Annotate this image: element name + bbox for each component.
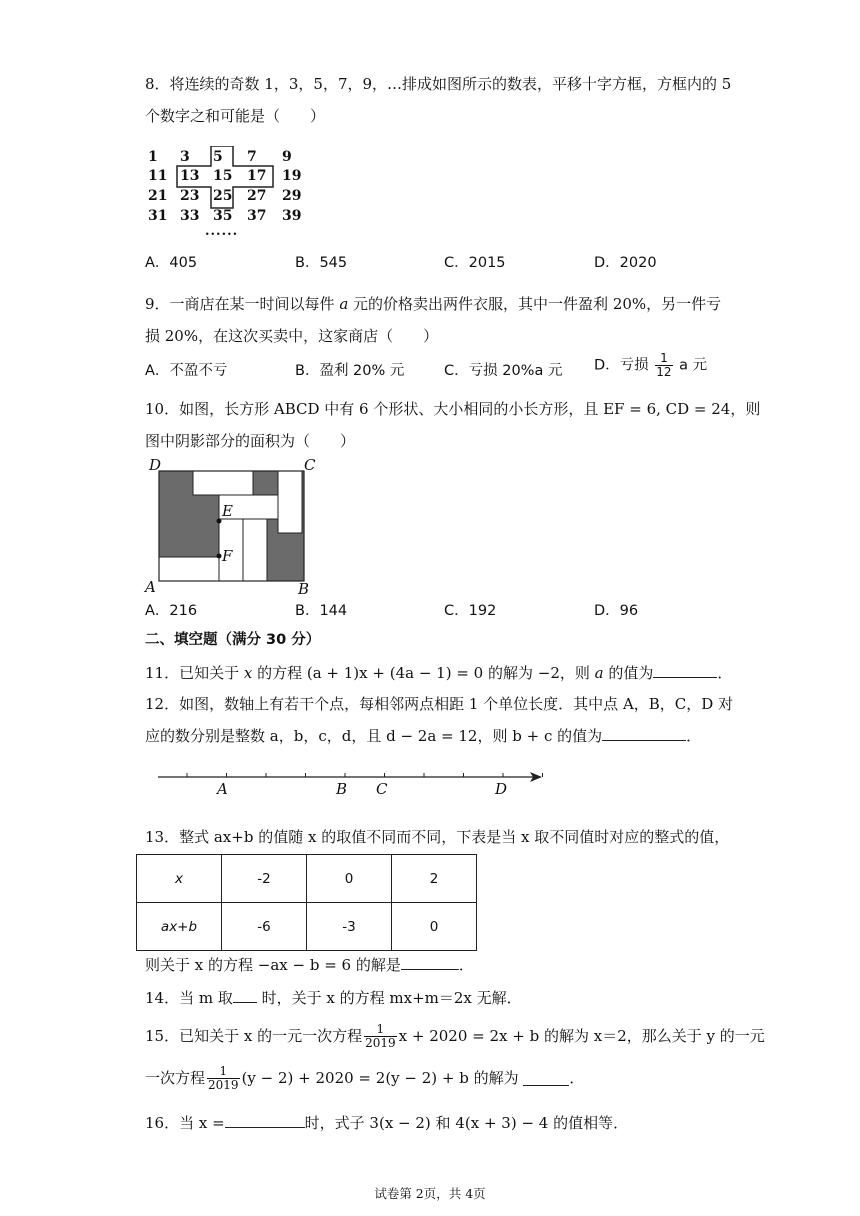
q12-text-a: 应的数分别是整数 a，b，c，d，且 d − 2a = 12，则 b + c 的值为 <box>145 727 603 745</box>
table-row <box>137 903 477 951</box>
q15-text-a: 15．已知关于 x 的一元一次方程 <box>145 1027 363 1045</box>
q11-answer-blank[interactable] <box>653 663 717 678</box>
q9-text-a: 9．一商店在某一时间以每件 <box>145 295 340 313</box>
grid-number: 23 <box>180 188 200 204</box>
q11-text-a: 11．已知关于 <box>145 664 244 682</box>
q13-line1: 13．整式 ax+b 的值随 x 的取值不同而不同，下表是当 x 取不同值时对应的整式的值， <box>145 828 730 846</box>
fraction-numerator: 1 <box>655 352 672 366</box>
grid-dots: ...... <box>205 224 239 239</box>
q11-var-x: x <box>243 664 253 682</box>
grid-number: 3 <box>180 149 190 165</box>
grid-number: 13 <box>180 168 200 184</box>
q11-text-c: 的值为 <box>603 664 654 682</box>
q8-line2: 个数字之和可能是（ ） <box>145 107 326 125</box>
grid-number: 29 <box>282 188 302 204</box>
q11-text-b: 的方程 (a + 1)x + (4a − 1) = 0 的解为 −2，则 <box>252 664 595 682</box>
table-cell: 2 <box>392 855 477 903</box>
table-cell: ax+b <box>137 903 222 951</box>
q9-line2: 损 20%，在这次买卖中，这家商店（ ） <box>145 327 439 345</box>
grid-number: 17 <box>247 168 267 184</box>
table-cell: -6 <box>222 903 307 951</box>
label-b: B <box>298 580 310 598</box>
q15-text-e: ． <box>569 1069 585 1087</box>
q15-text-d: (y − 2) + 2020 = 2(y − 2) + b 的解为 <box>241 1069 524 1087</box>
label-c: C <box>304 456 316 474</box>
q15-answer-blank[interactable] <box>523 1071 569 1086</box>
fraction-denominator: 2019 <box>208 1077 239 1092</box>
q15-line1 <box>145 1018 765 1053</box>
q11-text-d: ． <box>717 664 733 682</box>
grid-number: 11 <box>148 168 168 184</box>
grid-number: 7 <box>247 149 257 165</box>
q11-line <box>145 663 732 683</box>
q9-option-b: B．盈利 20% 元 <box>295 363 405 379</box>
q13-text-a: 则关于 x 的方程 −ax − b = 6 的解是 <box>145 956 401 974</box>
q12-text-b: ． <box>686 727 702 745</box>
q12-line2 <box>145 726 701 746</box>
q13-text-b: ． <box>458 956 474 974</box>
grid-number: 15 <box>213 168 233 184</box>
q16-answer-blank[interactable] <box>225 1113 305 1128</box>
fraction-denominator: 12 <box>656 365 672 379</box>
table-cell: 0 <box>392 903 477 951</box>
q13-answer-blank[interactable] <box>401 955 459 970</box>
q15-text-b: x + 2020 = 2x + b 的解为 x＝2，那么关于 y 的一元 <box>398 1027 765 1045</box>
grid-number: 31 <box>148 208 168 224</box>
q15-fraction-1 <box>364 1023 397 1050</box>
grid-number: 25 <box>213 188 233 204</box>
table-cell: 0 <box>307 855 392 903</box>
q8-option-d: D．2020 <box>594 255 657 271</box>
label-f: F <box>222 547 233 565</box>
q16-text-b: 时，式子 3(x − 2) 和 4(x + 3) − 4 的值相等． <box>304 1114 629 1132</box>
q13-after <box>145 955 474 975</box>
label-a: A <box>145 578 156 596</box>
rectangle-figure <box>145 455 325 600</box>
q8-option-a: A．405 <box>145 255 198 271</box>
grid-number: 1 <box>148 149 158 165</box>
grid-number: 9 <box>282 149 292 165</box>
grid-number: 35 <box>213 208 233 224</box>
q10-option-d: D．96 <box>594 603 639 619</box>
q8-option-c: C．2015 <box>444 255 506 271</box>
grid-number: 21 <box>148 188 168 204</box>
q9-option-d-prefix: D．亏损 <box>594 357 649 374</box>
q15-fraction-2 <box>207 1065 240 1092</box>
q15-line2 <box>145 1060 584 1095</box>
grid-number: 19 <box>282 168 302 184</box>
q14-answer-blank[interactable] <box>233 988 257 1003</box>
axis-label-c: C <box>376 780 388 798</box>
q15-text-c: 一次方程 <box>145 1069 206 1087</box>
q9-option-a: A．不盈不亏 <box>145 363 228 379</box>
section-heading: 二、填空题（满分 30 分） <box>145 632 321 648</box>
q8-line1: 8．将连续的奇数 1，3，5，7，9，…排成如图所示的数表，平移十字方框，方框内的 5 <box>145 75 732 93</box>
label-d: D <box>149 456 162 474</box>
grid-number: 37 <box>247 208 267 224</box>
q12-line1: 12．如图，数轴上有若干个点，每相邻两点相距 1 个单位长度．其中点 A，B，C，D 对 <box>145 695 734 713</box>
grid-number: 5 <box>213 149 223 165</box>
q9-var-a: a <box>339 295 349 313</box>
q10-line2: 图中阴影部分的面积为（ ） <box>145 432 356 450</box>
q10-option-c: C．192 <box>444 603 497 619</box>
grid-number: 39 <box>282 208 302 224</box>
q10-line1: 10．如图，长方形 ABCD 中有 6 个形状、大小相同的小长方形，且 EF = 6, CD = 24，则 <box>145 400 761 418</box>
q9-line1 <box>145 294 721 314</box>
axis-label-a: A <box>217 780 228 798</box>
table-row <box>137 855 477 903</box>
q16-line <box>145 1113 628 1133</box>
q14-text-b: 时，关于 x 的方程 mx+m＝2x 无解． <box>256 989 522 1007</box>
q16-text-a: 16．当 x = <box>145 1114 225 1132</box>
q9-option-c: C．亏损 20%a 元 <box>444 363 563 379</box>
table-cell: x <box>137 855 222 903</box>
axis-label-d: D <box>495 780 508 798</box>
q14-text-a: 14．当 m 取 <box>145 989 233 1007</box>
table-cell: -2 <box>222 855 307 903</box>
table-cell: -3 <box>307 903 392 951</box>
q9-option-d <box>594 352 707 379</box>
q12-answer-blank[interactable] <box>602 726 686 741</box>
q9-text-b: 元的价格卖出两件衣服，其中一件盈利 20%，另一件亏 <box>348 295 722 313</box>
fraction-numerator: 1 <box>364 1023 397 1037</box>
q9-option-d-fraction <box>655 352 672 379</box>
q11-var-a: a <box>594 664 604 682</box>
q10-option-b: B．144 <box>295 603 348 619</box>
grid-number: 33 <box>180 208 200 224</box>
axis-label-b: B <box>336 780 348 798</box>
q13-table <box>136 854 477 951</box>
q14-line <box>145 988 522 1008</box>
q9-option-d-suffix: a 元 <box>679 357 708 374</box>
fraction-denominator: 2019 <box>365 1035 396 1050</box>
q10-option-a: A．216 <box>145 603 198 619</box>
page-footer: 试卷第 2页，共 4页 <box>374 1186 486 1201</box>
label-e: E <box>222 502 233 520</box>
number-line <box>150 765 550 795</box>
q8-option-b: B．545 <box>295 255 348 271</box>
grid-number: 27 <box>247 188 267 204</box>
fraction-numerator: 1 <box>207 1065 240 1079</box>
